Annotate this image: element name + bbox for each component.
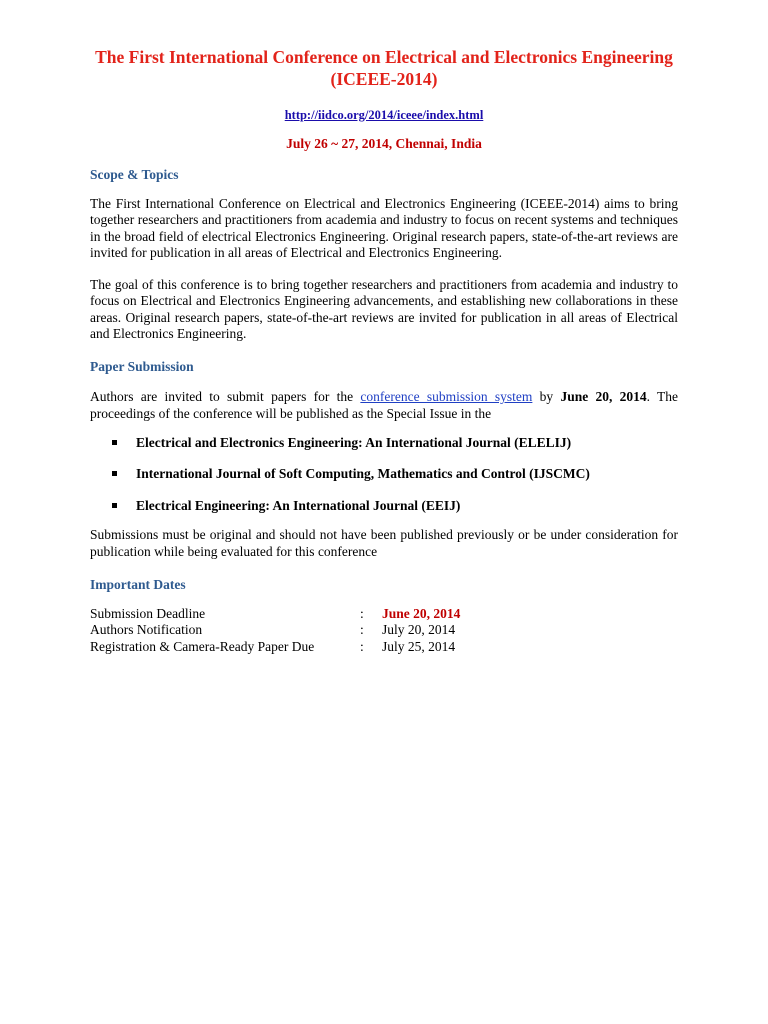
submission-intro-end: . The proceedings of the conference will be published as the Special Issue in the: [90, 389, 679, 421]
date-label: Authors Notification: [90, 622, 203, 638]
submission-heading: Paper Submission: [90, 359, 194, 375]
date-label: Registration & Camera-Ready Paper Due: [90, 638, 315, 654]
scope-heading: Scope & Topics: [90, 167, 179, 182]
date-separator: :: [360, 606, 364, 622]
conference-dateline: July 26 ~ 27, 2014, Chennai, India: [286, 136, 482, 151]
date-value: July 20, 2014: [382, 622, 456, 638]
date-separator: :: [360, 638, 364, 654]
square-bullet-icon: [112, 471, 117, 476]
square-bullet-icon: [112, 503, 117, 508]
square-bullet-icon: [112, 440, 117, 445]
important-dates-table: [90, 606, 678, 655]
submission-note: Submissions must be original and should not have been published previously or be under consideration for publication while being evaluated for this conference: [90, 527, 678, 559]
date-value: June 20, 2014: [382, 606, 461, 622]
important-dates-heading: Important Dates: [90, 577, 186, 593]
conference-title: [76, 46, 692, 90]
journal-item: [90, 497, 678, 514]
title-line-2: (ICEEE-2014): [330, 69, 438, 89]
journal-name: International Journal of Soft Computing, Mathematics and Control (IJSCMC): [136, 466, 590, 482]
conference-url-link[interactable]: http://iidco.org/2014/iceee/index.html: [284, 108, 484, 122]
date-value: July 25, 2014: [382, 638, 456, 654]
submission-intro-text: Authors are invited to submit papers for the: [90, 389, 361, 405]
submission-paragraph: [90, 389, 678, 422]
date-row: [90, 622, 678, 638]
submission-deadline-text: June 20, 2014: [560, 389, 647, 405]
journal-item: [90, 465, 678, 482]
document-page: [90, 46, 678, 655]
journal-name: Electrical Engineering: An International Journal (EEIJ): [136, 497, 461, 513]
journal-item: [90, 434, 678, 451]
scope-paragraph-1: The First International Conference on Electrical and Electronics Engineering (ICEEE-2014) aims to bring together researchers and practitioners from academia and industry to focus on recent systems and techniques in the broad field of electrical Electronics Engineering. Original research papers, state-of-the-art reviews are invited for publication in all areas of Electrical and Electronics Engineering.: [90, 196, 678, 260]
title-line-1: The First International Conference on Electrical and Electronics Engineering: [95, 47, 673, 67]
submission-by-text: by: [532, 389, 561, 405]
date-row: [90, 606, 678, 622]
conference-submission-link[interactable]: conference submission system: [360, 389, 533, 405]
journal-name: Electrical and Electronics Engineering: An International Journal (ELELIJ): [136, 434, 572, 450]
journal-list: [90, 434, 678, 514]
date-row: [90, 639, 678, 655]
date-label: Submission Deadline: [90, 606, 206, 622]
scope-paragraph-2: The goal of this conference is to bring together researchers and practitioners from academia and industry to focus on Electrical and Electronics Engineering advancements, and establishing new collaborations in these areas. Original research papers, state-of-the-art reviews are invited for publication in all areas of Electrical and Electronics Engineering.: [90, 277, 678, 342]
conference-url: [90, 107, 678, 123]
date-separator: :: [360, 622, 364, 638]
